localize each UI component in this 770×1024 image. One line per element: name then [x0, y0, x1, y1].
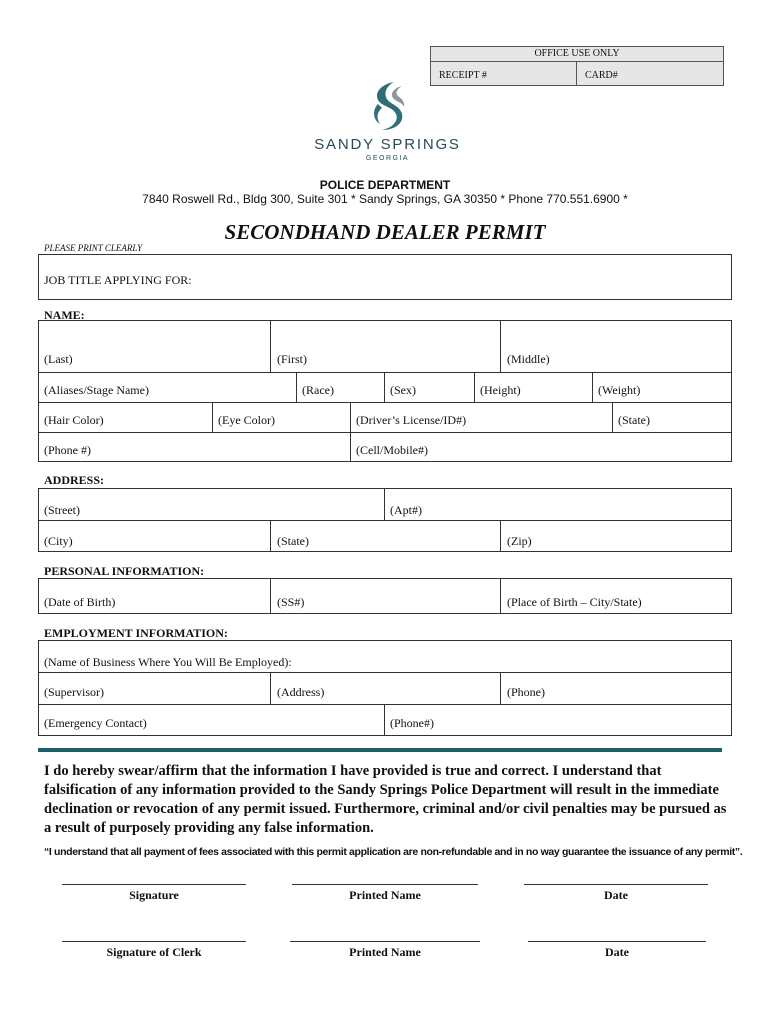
printed-name-line[interactable] — [292, 884, 478, 885]
place-of-birth-field[interactable]: (Place of Birth – City/State) — [507, 595, 642, 609]
emergency-phone-field[interactable]: (Phone#) — [390, 716, 434, 730]
cell-field[interactable]: (Cell/Mobile#) — [356, 443, 428, 457]
drivers-license-field[interactable]: (Driver’s License/ID#) — [356, 413, 467, 427]
fees-notice: “I understand that all payment of fees associated with this permit application are non-refundable and in no way guarantee the issuance of any permit”. — [44, 846, 743, 858]
employment-section-heading: EMPLOYMENT INFORMATION: — [44, 626, 228, 640]
department-address: 7840 Roswell Rd., Bldg 300, Suite 301 * Sandy Springs, GA 30350 * Phone 770.551.6900 * — [142, 192, 628, 206]
logo-wordmark: SANDY SPRINGS — [314, 136, 461, 153]
clerk-signature-label: Signature of Clerk — [106, 945, 202, 959]
section-divider — [38, 748, 722, 752]
license-state-field[interactable]: (State) — [618, 413, 650, 427]
logo-subtext: GEORGIA — [365, 155, 410, 162]
address-state-field[interactable]: (State) — [277, 534, 309, 548]
hair-color-field[interactable]: (Hair Color) — [44, 413, 104, 427]
date-of-birth-field[interactable]: (Date of Birth) — [44, 595, 116, 609]
supervisor-field[interactable]: (Supervisor) — [44, 685, 104, 699]
clerk-date-label: Date — [605, 945, 629, 959]
clerk-signature-line[interactable] — [62, 941, 246, 942]
employer-phone-field[interactable]: (Phone) — [507, 685, 545, 699]
middle-name-field[interactable]: (Middle) — [507, 352, 550, 366]
department-heading: POLICE DEPARTMENT — [319, 178, 451, 192]
office-use-header: OFFICE USE ONLY — [431, 47, 723, 62]
affirmation-text: I do hereby swear/affirm that the information I have provided is true and correct. I understand that falsification of any information provided to the Sandy Springs Police Department will result in the immediate declination or revocation of any permit issued. Furthermore, criminal and/or civil penalties may be pursued as a result of purposely providing any false information. — [44, 763, 727, 836]
sandy-springs-logo-icon — [364, 80, 410, 132]
office-use-box — [430, 46, 724, 86]
sex-field[interactable]: (Sex) — [390, 383, 416, 397]
height-field[interactable]: (Height) — [480, 383, 521, 397]
last-name-field[interactable]: (Last) — [44, 352, 73, 366]
clerk-date-line[interactable] — [528, 941, 706, 942]
city-field[interactable]: (City) — [44, 534, 73, 548]
clerk-printed-name-line[interactable] — [290, 941, 480, 942]
business-name-field[interactable]: (Name of Business Where You Will Be Employed): — [44, 655, 292, 669]
zip-field[interactable]: (Zip) — [507, 534, 532, 548]
card-field: CARD# — [585, 70, 618, 81]
address-section-heading: ADDRESS: — [44, 473, 105, 487]
date-label: Date — [604, 888, 628, 902]
ssn-field[interactable]: (SS#) — [277, 595, 305, 609]
phone-field[interactable]: (Phone #) — [44, 443, 91, 457]
race-field[interactable]: (Race) — [302, 383, 334, 397]
page-title: SECONDHAND DEALER PERMIT — [224, 220, 546, 244]
eye-color-field[interactable]: (Eye Color) — [218, 413, 275, 427]
clerk-printed-name-label: Printed Name — [349, 945, 421, 959]
first-name-field[interactable]: (First) — [277, 352, 307, 366]
job-title-box[interactable] — [38, 254, 732, 300]
apt-field[interactable]: (Apt#) — [390, 503, 422, 517]
job-title-label: JOB TITLE APPLYING FOR: — [44, 273, 192, 287]
printed-name-label: Printed Name — [349, 888, 421, 902]
personal-section-heading: PERSONAL INFORMATION: — [44, 564, 205, 578]
street-field[interactable]: (Street) — [44, 503, 80, 517]
signature-label: Signature — [129, 888, 179, 902]
emergency-contact-field[interactable]: (Emergency Contact) — [44, 716, 147, 730]
print-clearly-note: PLEASE PRINT CLEARLY — [44, 243, 143, 253]
weight-field[interactable]: (Weight) — [598, 383, 641, 397]
signature-line[interactable] — [62, 884, 246, 885]
employer-address-field[interactable]: (Address) — [277, 685, 325, 699]
receipt-field: RECEIPT # — [431, 61, 577, 85]
aliases-field[interactable]: (Aliases/Stage Name) — [44, 383, 149, 397]
date-line[interactable] — [524, 884, 708, 885]
name-section-heading: NAME: — [44, 308, 85, 322]
